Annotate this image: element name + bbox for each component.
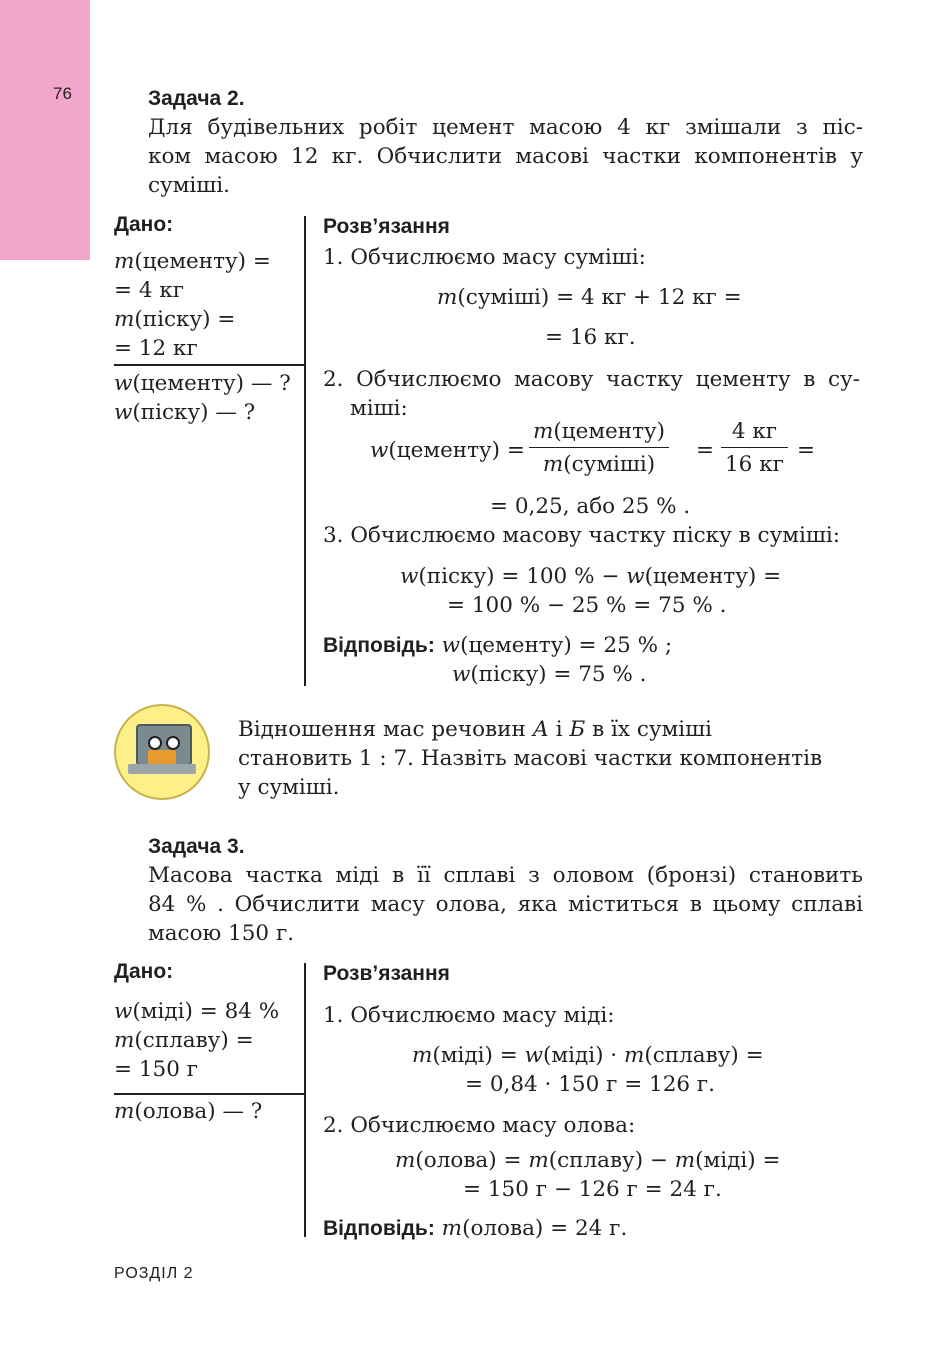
task2-given-1: m(цементу) = [114, 249, 271, 274]
task2-given-3: m(піску) = [114, 307, 236, 332]
task3-step2: 2. Обчислюємо масу олова: [323, 1113, 636, 1138]
task2-given-2: = 4 кг [114, 278, 185, 303]
task2-given-4: = 12 кг [114, 336, 198, 361]
task3-statement [148, 832, 863, 948]
task2-answer-1: Відповідь: w(цементу) = 25 % ; [323, 633, 673, 658]
task3-title: Задача 3. [148, 835, 245, 858]
task2-solution-label: Розв’язання [323, 215, 450, 238]
task2-eq3a: w(піску) = 100 % − w(цементу) = [400, 564, 782, 589]
task3-eq1b: = 0,84 · 150 г = 126 г. [465, 1072, 716, 1097]
task3-eq1a: m(міді) = w(міді) · m(сплаву) = [412, 1043, 764, 1068]
task3-find-1: m(олова) — ? [114, 1099, 263, 1124]
exercise-line2: становить 1 : 7. Назвіть масові частки компонентів [238, 746, 823, 771]
task2-line2: ком масою 12 кг. Обчислити масові частки компонентів у [148, 144, 863, 169]
task2-fraction-1: m(цементу) m(суміші) [529, 419, 669, 477]
task3-eq2b: = 150 г − 126 г = 24 г. [463, 1177, 722, 1202]
page-number: 76 [53, 84, 72, 103]
task3-step1: 1. Обчислюємо масу міді: [323, 1003, 615, 1028]
task2-find-2: w(піску) — ? [114, 400, 256, 425]
task3-given-label: Дано: [114, 960, 174, 983]
owl-laptop-mascot-icon [114, 704, 210, 800]
task3-given-1: w(міді) = 84 % [114, 999, 280, 1024]
task2-step2-line2: міші: [350, 396, 408, 421]
task3-column-divider [304, 963, 306, 1237]
task2-answer-2: w(піску) = 75 % . [452, 662, 647, 687]
task2-eq3b: = 100 % − 25 % = 75 % . [447, 593, 727, 618]
task2-given-label: Дано: [114, 213, 174, 236]
task2-given-divider [114, 364, 305, 366]
task2-fraction-2: 4 кг 16 кг [721, 419, 788, 477]
task3-given-divider [114, 1093, 305, 1095]
task3-solution-label: Розв’язання [323, 962, 450, 985]
task2-eq2-left: w(цементу) = [370, 438, 525, 463]
task2-step1: 1. Обчислюємо масу суміші: [323, 245, 646, 270]
task3-line2: 84 % . Обчислити масу олова, яка міститься в цьому сплаві [148, 892, 863, 917]
task2-line1: Для будівельних робіт цемент масою 4 кг змішали з піс- [148, 115, 863, 140]
task2-line3: суміші. [148, 173, 230, 198]
task3-line1: Масова частка міді в її сплаві з оловом (бронзі) становить [148, 863, 863, 888]
task2-step2-line1: 2. Обчислюємо масову частку цементу в су- [323, 367, 860, 392]
page-tab [0, 0, 90, 260]
task2-step3: 3. Обчислюємо масову частку піску в суміші: [323, 523, 840, 548]
task3-answer: Відповідь: m(олова) = 24 г. [323, 1216, 628, 1241]
task2-eq2-mid: = [696, 438, 715, 463]
exercise-line1: Відношення мас речовин А і Б в їх суміші [238, 717, 713, 742]
task2-find-1: w(цементу) — ? [114, 371, 291, 396]
task3-line3: масою 150 г. [148, 921, 295, 946]
task3-given-2: m(сплаву) = [114, 1028, 254, 1053]
section-footer: РОЗДІЛ 2 [114, 1265, 194, 1282]
task2-eq1b: = 16 кг. [545, 325, 636, 350]
task2-eq1a: m(суміші) = 4 кг + 12 кг = [437, 285, 742, 310]
task2-title: Задача 2. [148, 87, 245, 110]
task2-eq2-right: = [797, 438, 816, 463]
task3-eq2a: m(олова) = m(сплаву) − m(міді) = [395, 1148, 781, 1173]
task3-given-3: = 150 г [114, 1057, 198, 1082]
task2-statement [148, 84, 863, 200]
task2-eq2b: = 0,25, або 25 % . [490, 494, 691, 519]
task2-column-divider [304, 216, 306, 686]
exercise-line3: у суміші. [238, 775, 340, 800]
